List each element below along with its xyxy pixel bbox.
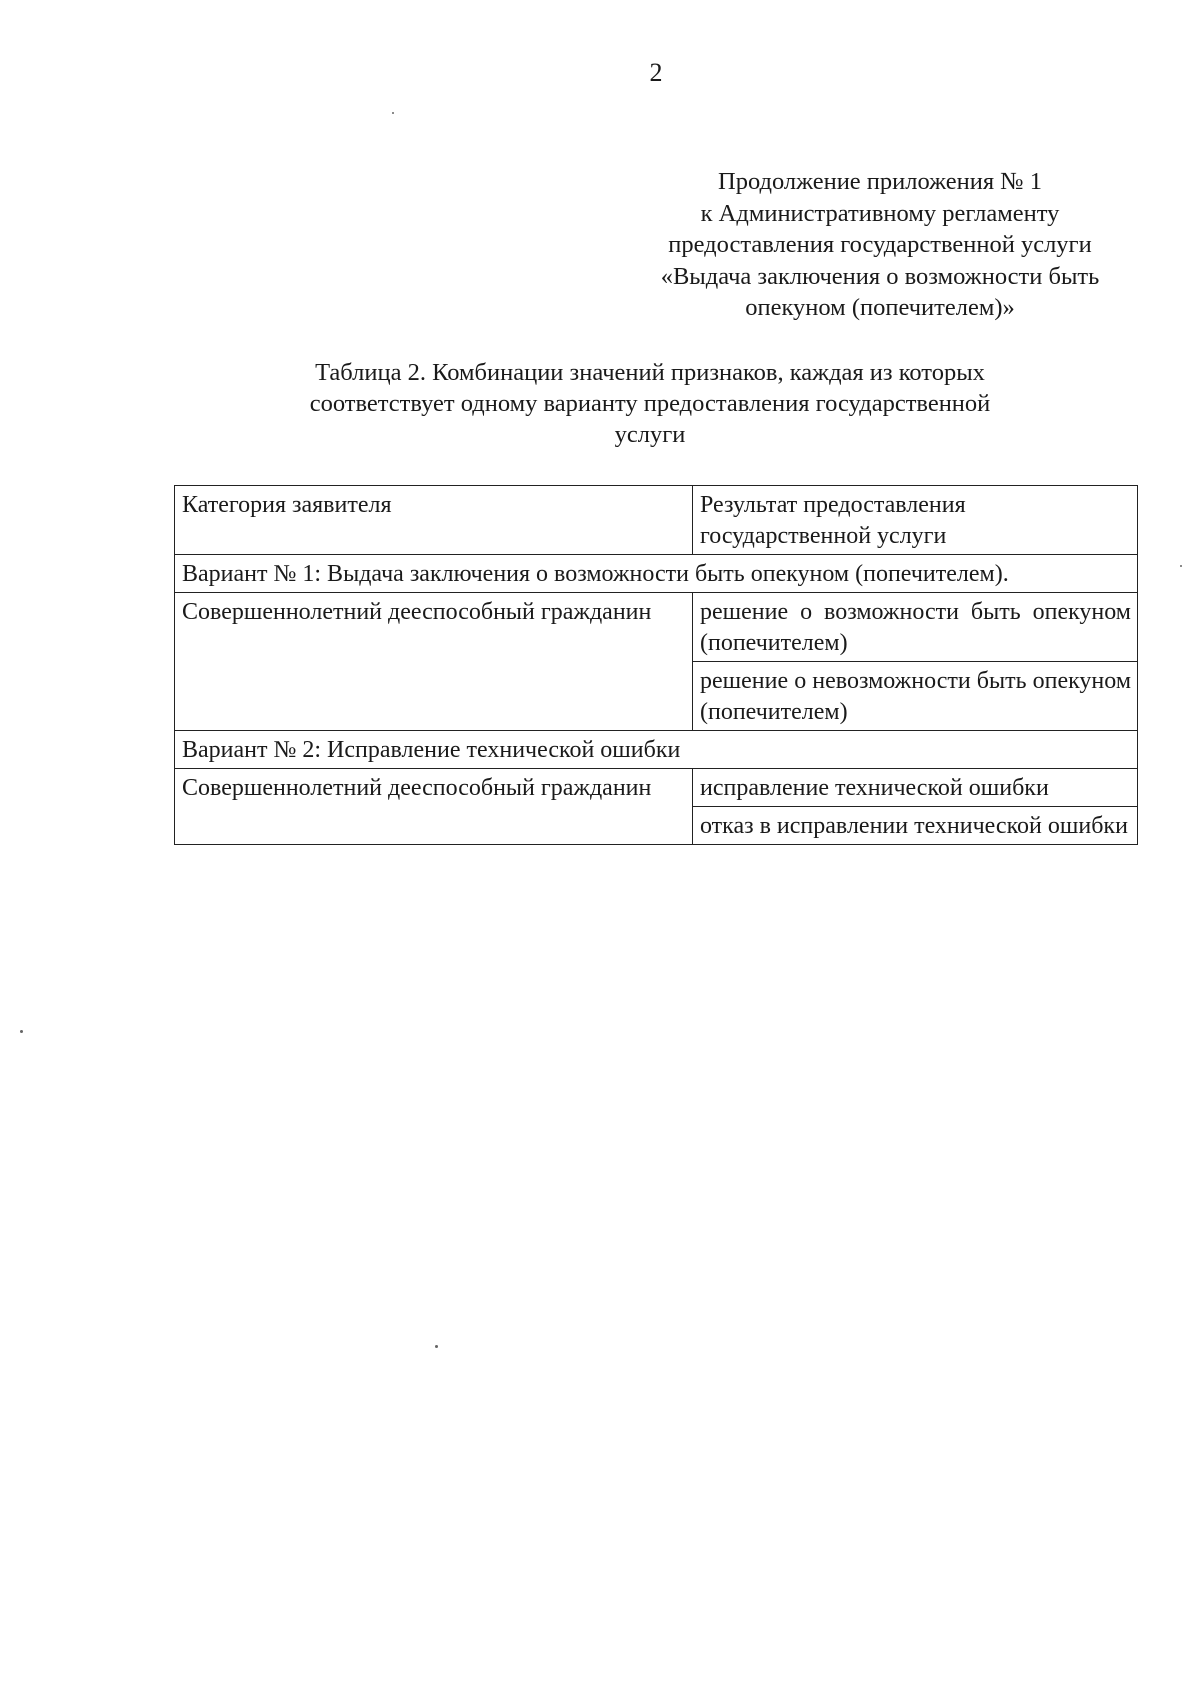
variant-2-title-row — [175, 731, 1138, 769]
table-caption — [230, 357, 1070, 450]
scan-speck — [392, 112, 394, 114]
variant-1-applicant: Совершеннолетний дееспособный гражданин — [175, 593, 693, 731]
annex-header-line: предоставления государственной услуги — [668, 231, 1092, 258]
annex-header-line: «Выдача заключения о возможности быть — [660, 262, 1100, 290]
header-result: Результат предоставления государственной услуги — [693, 486, 1138, 555]
table-caption-line: Таблица 2. Комбинации значений признаков, каждая из которых — [315, 359, 985, 386]
table-header-row — [175, 486, 1138, 555]
scan-speck — [1180, 565, 1182, 567]
variant-2-result-2: отказ в исправлении технической ошибки — [693, 807, 1138, 845]
annex-header-line: Продолжение приложения № 1 — [718, 168, 1042, 195]
page-number: 2 — [649, 58, 663, 87]
header-applicant-category: Категория заявителя — [175, 486, 693, 555]
variant-2-result-1: исправление технической ошибки — [693, 769, 1138, 807]
variant-1-title-row — [175, 555, 1138, 593]
variant-1-title: Вариант № 1: Выдача заключения о возможности быть опекуном (попечителем). — [175, 555, 1138, 593]
variant-2-title: Вариант № 2: Исправление технической ошибки — [175, 731, 1138, 769]
scan-speck — [435, 1345, 438, 1348]
table-row — [175, 593, 1138, 662]
table-row — [175, 769, 1138, 807]
variant-2-applicant: Совершеннолетний дееспособный гражданин — [175, 769, 693, 845]
table-caption-line: соответствует одному варианту предоставления государственной — [309, 390, 991, 417]
annex-header-line: к Административному регламенту — [700, 199, 1060, 227]
variant-1-result-2: решение о невозможности быть опекуном (попечителем) — [693, 662, 1138, 731]
annex-header — [620, 166, 1140, 324]
scan-speck — [20, 1030, 23, 1033]
annex-header-line: опекуном (попечителем)» — [745, 294, 1015, 321]
table-caption-line: услуги — [614, 421, 686, 448]
variant-1-result-1: решение о возможности быть опекуном (попечителем) — [693, 593, 1138, 662]
variants-table — [174, 485, 1138, 845]
